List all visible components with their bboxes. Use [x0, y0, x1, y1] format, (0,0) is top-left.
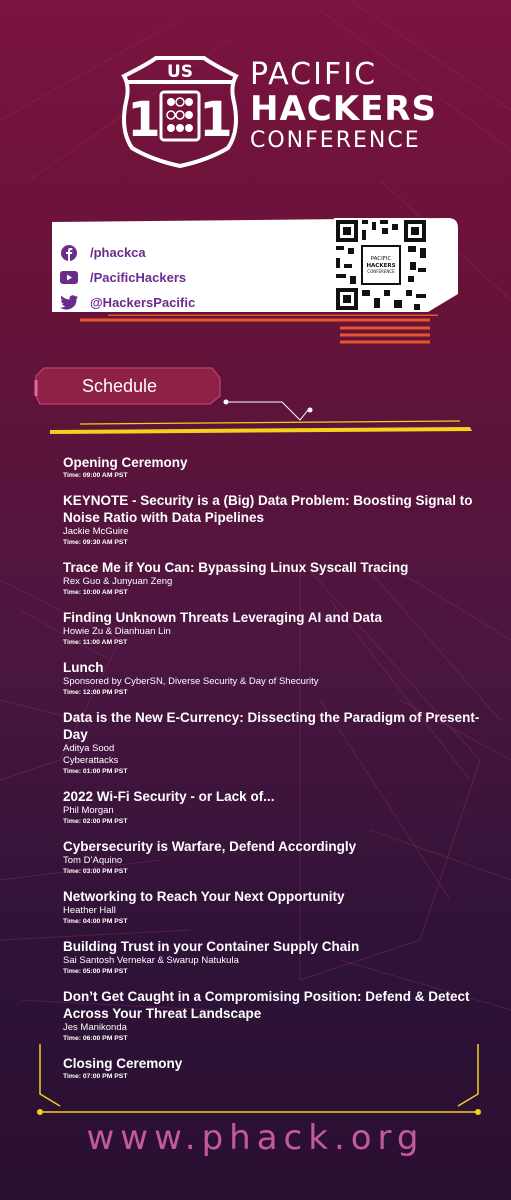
session-time: Time: 05:00 PM PST: [63, 968, 128, 975]
session-speaker: Sai Santosh Vernekar & Swarup Natukula: [63, 955, 239, 966]
session-speaker: Rex Guo & Junyuan Zeng: [63, 576, 173, 587]
schedule-item: [63, 492, 483, 548]
svg-text:HACKERS: HACKERS: [366, 263, 396, 269]
schedule-item: [63, 659, 483, 698]
schedule-item: [63, 838, 483, 877]
facebook-handle: /phackca: [90, 245, 146, 260]
schedule-item: [63, 938, 483, 977]
session-speaker-extra: Cyberattacks: [63, 755, 119, 766]
social-links: [60, 240, 195, 315]
brand-line-pacific: PACIFIC: [250, 57, 378, 92]
session-time: Time: 09:00 AM PST: [63, 472, 128, 479]
schedule-item: [63, 454, 483, 481]
svg-text:PACIFIC: PACIFIC: [370, 256, 392, 262]
session-speaker: Jackie McGuire: [63, 526, 129, 537]
session-time: Time: 11:00 AM PST: [63, 639, 128, 646]
session-title: Lunch: [63, 660, 104, 675]
schedule-list: [63, 454, 483, 1093]
session-speaker: Heather Hall: [63, 905, 116, 916]
twitter-icon: [60, 295, 78, 311]
session-time: Time: 09:30 AM PST: [63, 539, 128, 546]
social-link-twitter[interactable]: [60, 290, 195, 315]
twitter-handle: @HackersPacific: [90, 295, 196, 310]
schedule-item: [63, 609, 483, 648]
session-title: Finding Unknown Threats Leveraging AI and Data: [63, 610, 383, 625]
session-time: Time: 02:00 PM PST: [63, 818, 128, 825]
svg-text:CONFERENCE: CONFERENCE: [367, 269, 395, 274]
session-title: 2022 Wi-Fi Security - or Lack of...: [63, 789, 275, 804]
session-title: Networking to Reach Your Next Opportunity: [63, 889, 345, 904]
shield-top-text: US: [166, 62, 194, 82]
session-title: Building Trust in your Container Supply Chain: [63, 939, 360, 954]
session-time: Time: 10:00 AM PST: [63, 589, 128, 596]
us-101-shield-logo: [118, 56, 242, 168]
schedule-item: [63, 559, 483, 598]
shield-left-digit: 1: [127, 92, 161, 148]
session-title: Data is the New E-Currency: Dissecting the Paradigm of Present-Day: [63, 710, 480, 742]
circuit-decoration: [0, 380, 511, 450]
session-time: Time: 04:00 PM PST: [63, 918, 128, 925]
session-time: Time: 01:00 PM PST: [63, 768, 128, 775]
session-time: Time: 06:00 PM PST: [63, 1035, 128, 1042]
session-speaker: Jes Manikonda: [63, 1022, 127, 1033]
session-title: KEYNOTE - Security is a (Big) Data Problem: Boosting Signal to Noise Ratio with Data Pipelines: [63, 493, 473, 525]
session-speaker: Tom D’Aquino: [63, 855, 123, 866]
schedule-item: [63, 988, 483, 1044]
session-time: Time: 03:00 PM PST: [63, 868, 128, 875]
orange-stripes: [40, 318, 440, 346]
session-speaker: Phil Morgan: [63, 805, 114, 816]
session-title: Closing Ceremony: [63, 1056, 183, 1071]
facebook-icon: [60, 245, 78, 261]
shield-right-digit: 1: [199, 92, 233, 148]
session-speaker: Sponsored by CyberSN, Diverse Security & Day of Shecurity: [63, 676, 319, 687]
session-speaker: Aditya Sood: [63, 743, 115, 754]
brand-line-conference: CONFERENCE: [250, 128, 421, 153]
session-speaker: Howie Zu & Dianhuan Lin: [63, 626, 171, 637]
schedule-item: [63, 788, 483, 827]
qr-code[interactable]: [334, 218, 428, 312]
schedule-item: [63, 709, 483, 777]
social-link-youtube[interactable]: [60, 265, 195, 290]
social-link-facebook[interactable]: [60, 240, 195, 265]
youtube-handle: /PacificHackers: [90, 270, 187, 285]
bottom-frame: [0, 1040, 511, 1120]
session-time: Time: 12:00 PM PST: [63, 689, 128, 696]
website-url[interactable]: www.phack.org: [86, 1118, 425, 1158]
session-title: Trace Me if You Can: Bypassing Linux Syscall Tracing: [63, 560, 409, 575]
brand-line-hackers: HACKERS: [250, 89, 437, 129]
session-time: Time: 07:00 PM PST: [63, 1073, 128, 1080]
schedule-heading: Schedule: [82, 376, 158, 396]
session-title: Opening Ceremony: [63, 455, 188, 470]
session-title: Cybersecurity is Warfare, Defend Accordingly: [63, 839, 357, 854]
schedule-item: [63, 888, 483, 927]
session-title: Don’t Get Caught in a Compromising Position: Defend & Detect Across Your Threat Landscape: [63, 989, 470, 1021]
youtube-icon: [60, 270, 78, 286]
conference-wordmark: [250, 57, 437, 153]
